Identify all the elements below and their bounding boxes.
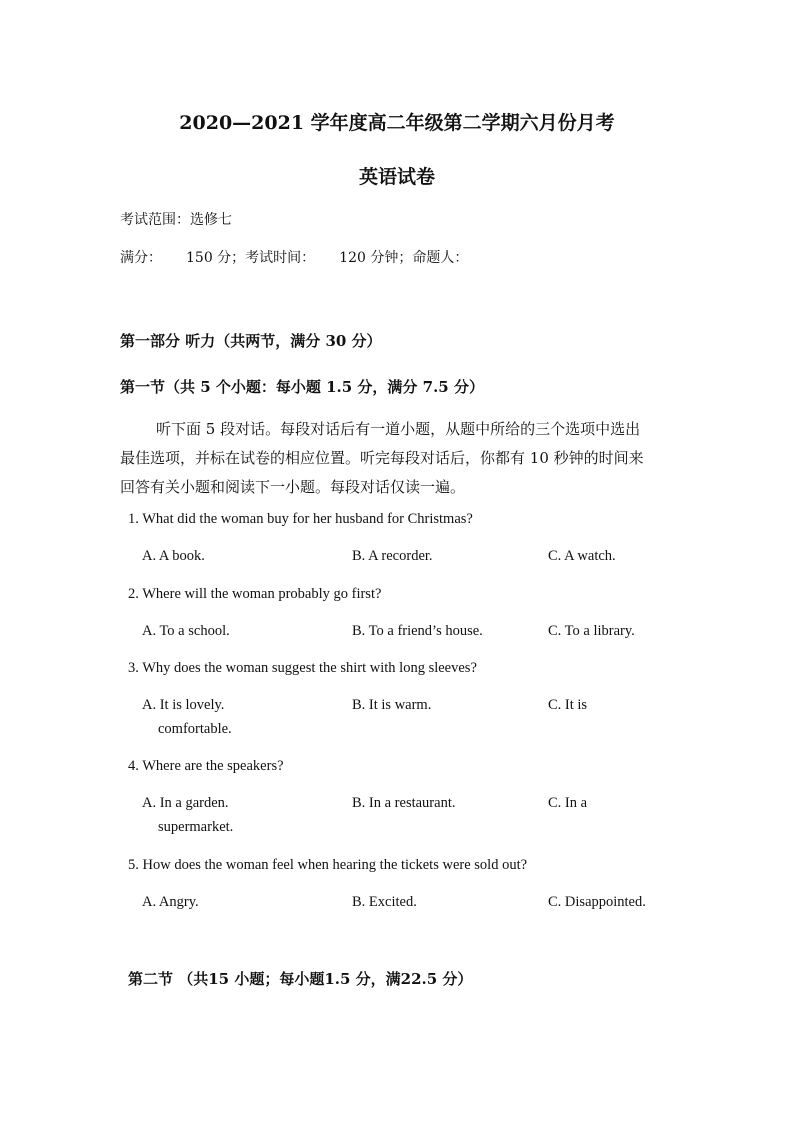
option-a: A. To a school. xyxy=(142,623,230,639)
section2-heading: 第二节 （共15 小题；每小题1.5 分，满22.5 分） xyxy=(128,970,473,988)
option-b: B. Excited. xyxy=(352,894,417,910)
question-stem: 1. What did the woman buy for her husband for Christmas? xyxy=(128,511,473,527)
question-stem: 5. How does the woman feel when hearing the tickets were sold out? xyxy=(128,857,528,873)
option-c: C. It is xyxy=(548,697,588,713)
exam-title: 2020—2021 学年度高二年级第二学期六月份月考 xyxy=(179,112,615,134)
option-b: B. In a restaurant. xyxy=(352,795,456,811)
option-a: A. A book. xyxy=(142,548,205,564)
question-stem: 2. Where will the woman probably go first? xyxy=(128,586,382,602)
question-stem: 4. Where are the speakers? xyxy=(128,758,284,774)
score-label: 满分： xyxy=(120,250,162,266)
option-a: A. In a garden. xyxy=(142,795,229,811)
option-c: C. Disappointed. xyxy=(548,894,646,910)
option-c: C. In a xyxy=(548,795,588,811)
option-a: A. It is lovely. xyxy=(142,697,225,713)
exam-scope: 考试范围：选修七 xyxy=(120,212,232,228)
time-value: 120 分钟；命题人： xyxy=(339,250,469,266)
exam-subtitle: 英语试卷 xyxy=(358,166,435,188)
question-stem: 3. Why does the woman suggest the shirt with long sleeves? xyxy=(128,660,477,676)
instructions-line-1: 听下面 5 段对话。每段对话后有一道小题，从题中所给的三个选项中选出 xyxy=(156,420,641,438)
section1-heading: 第一节（共 5 个小题：每小题 1.5 分，满分 7.5 分） xyxy=(120,378,484,396)
option-b: B. To a friend’s house. xyxy=(352,623,483,639)
option-b: B. A recorder. xyxy=(352,548,433,564)
option-c: C. To a library. xyxy=(548,623,635,639)
option-c-continuation: comfortable. xyxy=(158,721,232,737)
option-b: B. It is warm. xyxy=(352,697,432,713)
score-value: 150 分；考试时间： xyxy=(186,250,316,266)
instructions-paragraph xyxy=(120,415,680,502)
exam-score-line xyxy=(120,247,468,267)
option-c: C. A watch. xyxy=(548,548,616,564)
instructions-line-2: 最佳选项，并标在试卷的相应位置。听完每段对话后，你都有 10 秒钟的时间来 xyxy=(120,449,644,467)
option-c-continuation: supermarket. xyxy=(158,819,234,835)
instructions-line-3: 回答有关小题和阅读下一小题。每段对话仅读一遍。 xyxy=(120,478,466,496)
part1-heading: 第一部分 听力（共两节，满分 30 分） xyxy=(120,332,382,350)
option-a: A. Angry. xyxy=(142,894,199,910)
